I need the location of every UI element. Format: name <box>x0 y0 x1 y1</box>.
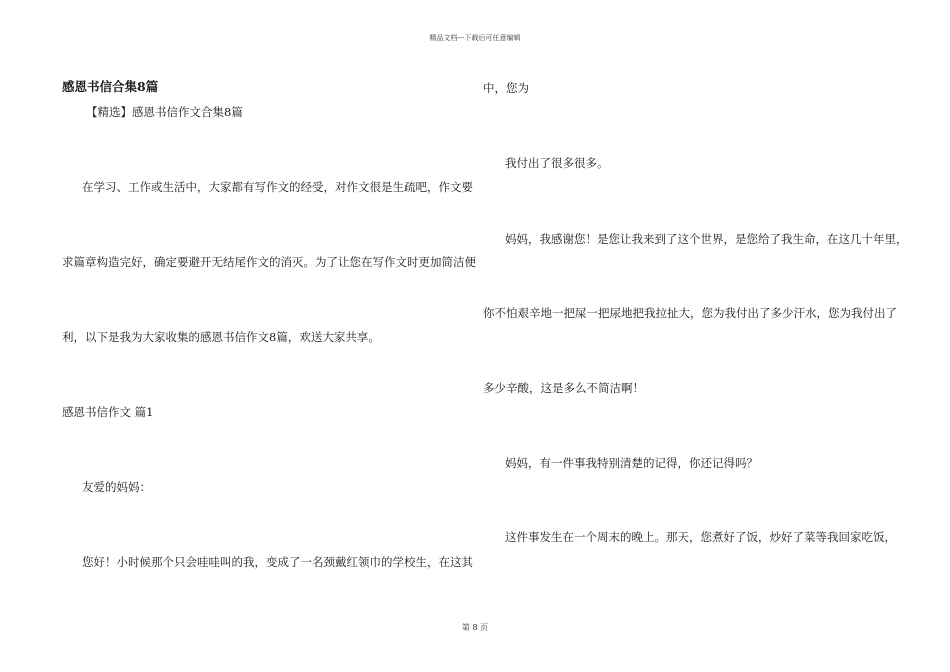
salutation-line: 友爱的妈妈： <box>82 480 151 494</box>
section-heading: 感恩书信作文 篇1 <box>62 405 154 419</box>
paragraph-line: 中，您为 <box>483 81 529 95</box>
paragraph-line: 妈妈，有一件事我特别清楚的记得，你还记得吗？ <box>505 456 758 470</box>
paragraph-line: 在学习、工作或生活中，大家都有写作文的经受，对作文很是生疏吧，作文要 <box>82 180 473 194</box>
paragraph-line: 你不怕艰辛地一把屎一把尿地把我拉扯大，您为我付出了多少汗水，您为我付出了 <box>483 306 897 320</box>
paragraph-line: 多少辛酸，这是多么不简洁啊！ <box>483 381 644 395</box>
paragraph-line: 妈妈，我感谢您！是您让我来到了这个世界，是您给了我生命，在这几十年里， <box>505 232 908 246</box>
paragraph-line: 利，以下是我为大家收集的感恩书信作文8篇，欢送大家共享。 <box>62 330 380 344</box>
subtitle-line: 【精选】感恩书信作文合集8篇 <box>86 105 243 119</box>
paragraph-line: 这件事发生在一个周末的晚上。那天，您煮好了饭，炒好了菜等我回家吃饭， <box>505 530 896 544</box>
paragraph-line: 您好！小时候那个只会哇哇叫的我，变成了一名颈戴红领巾的学校生，在这其 <box>82 555 473 569</box>
page-footer: 第 8 页 <box>461 623 489 632</box>
page-header: 精品文档---下载后可任意编辑 <box>429 34 521 42</box>
paragraph-line: 我付出了很多很多。 <box>505 156 609 170</box>
paragraph-line: 求篇章构造完好，确定要避开无结尾作文的消灭。为了让您在写作文时更加简洁便 <box>62 255 476 269</box>
document-title: 感恩书信合集8篇 <box>62 79 159 94</box>
